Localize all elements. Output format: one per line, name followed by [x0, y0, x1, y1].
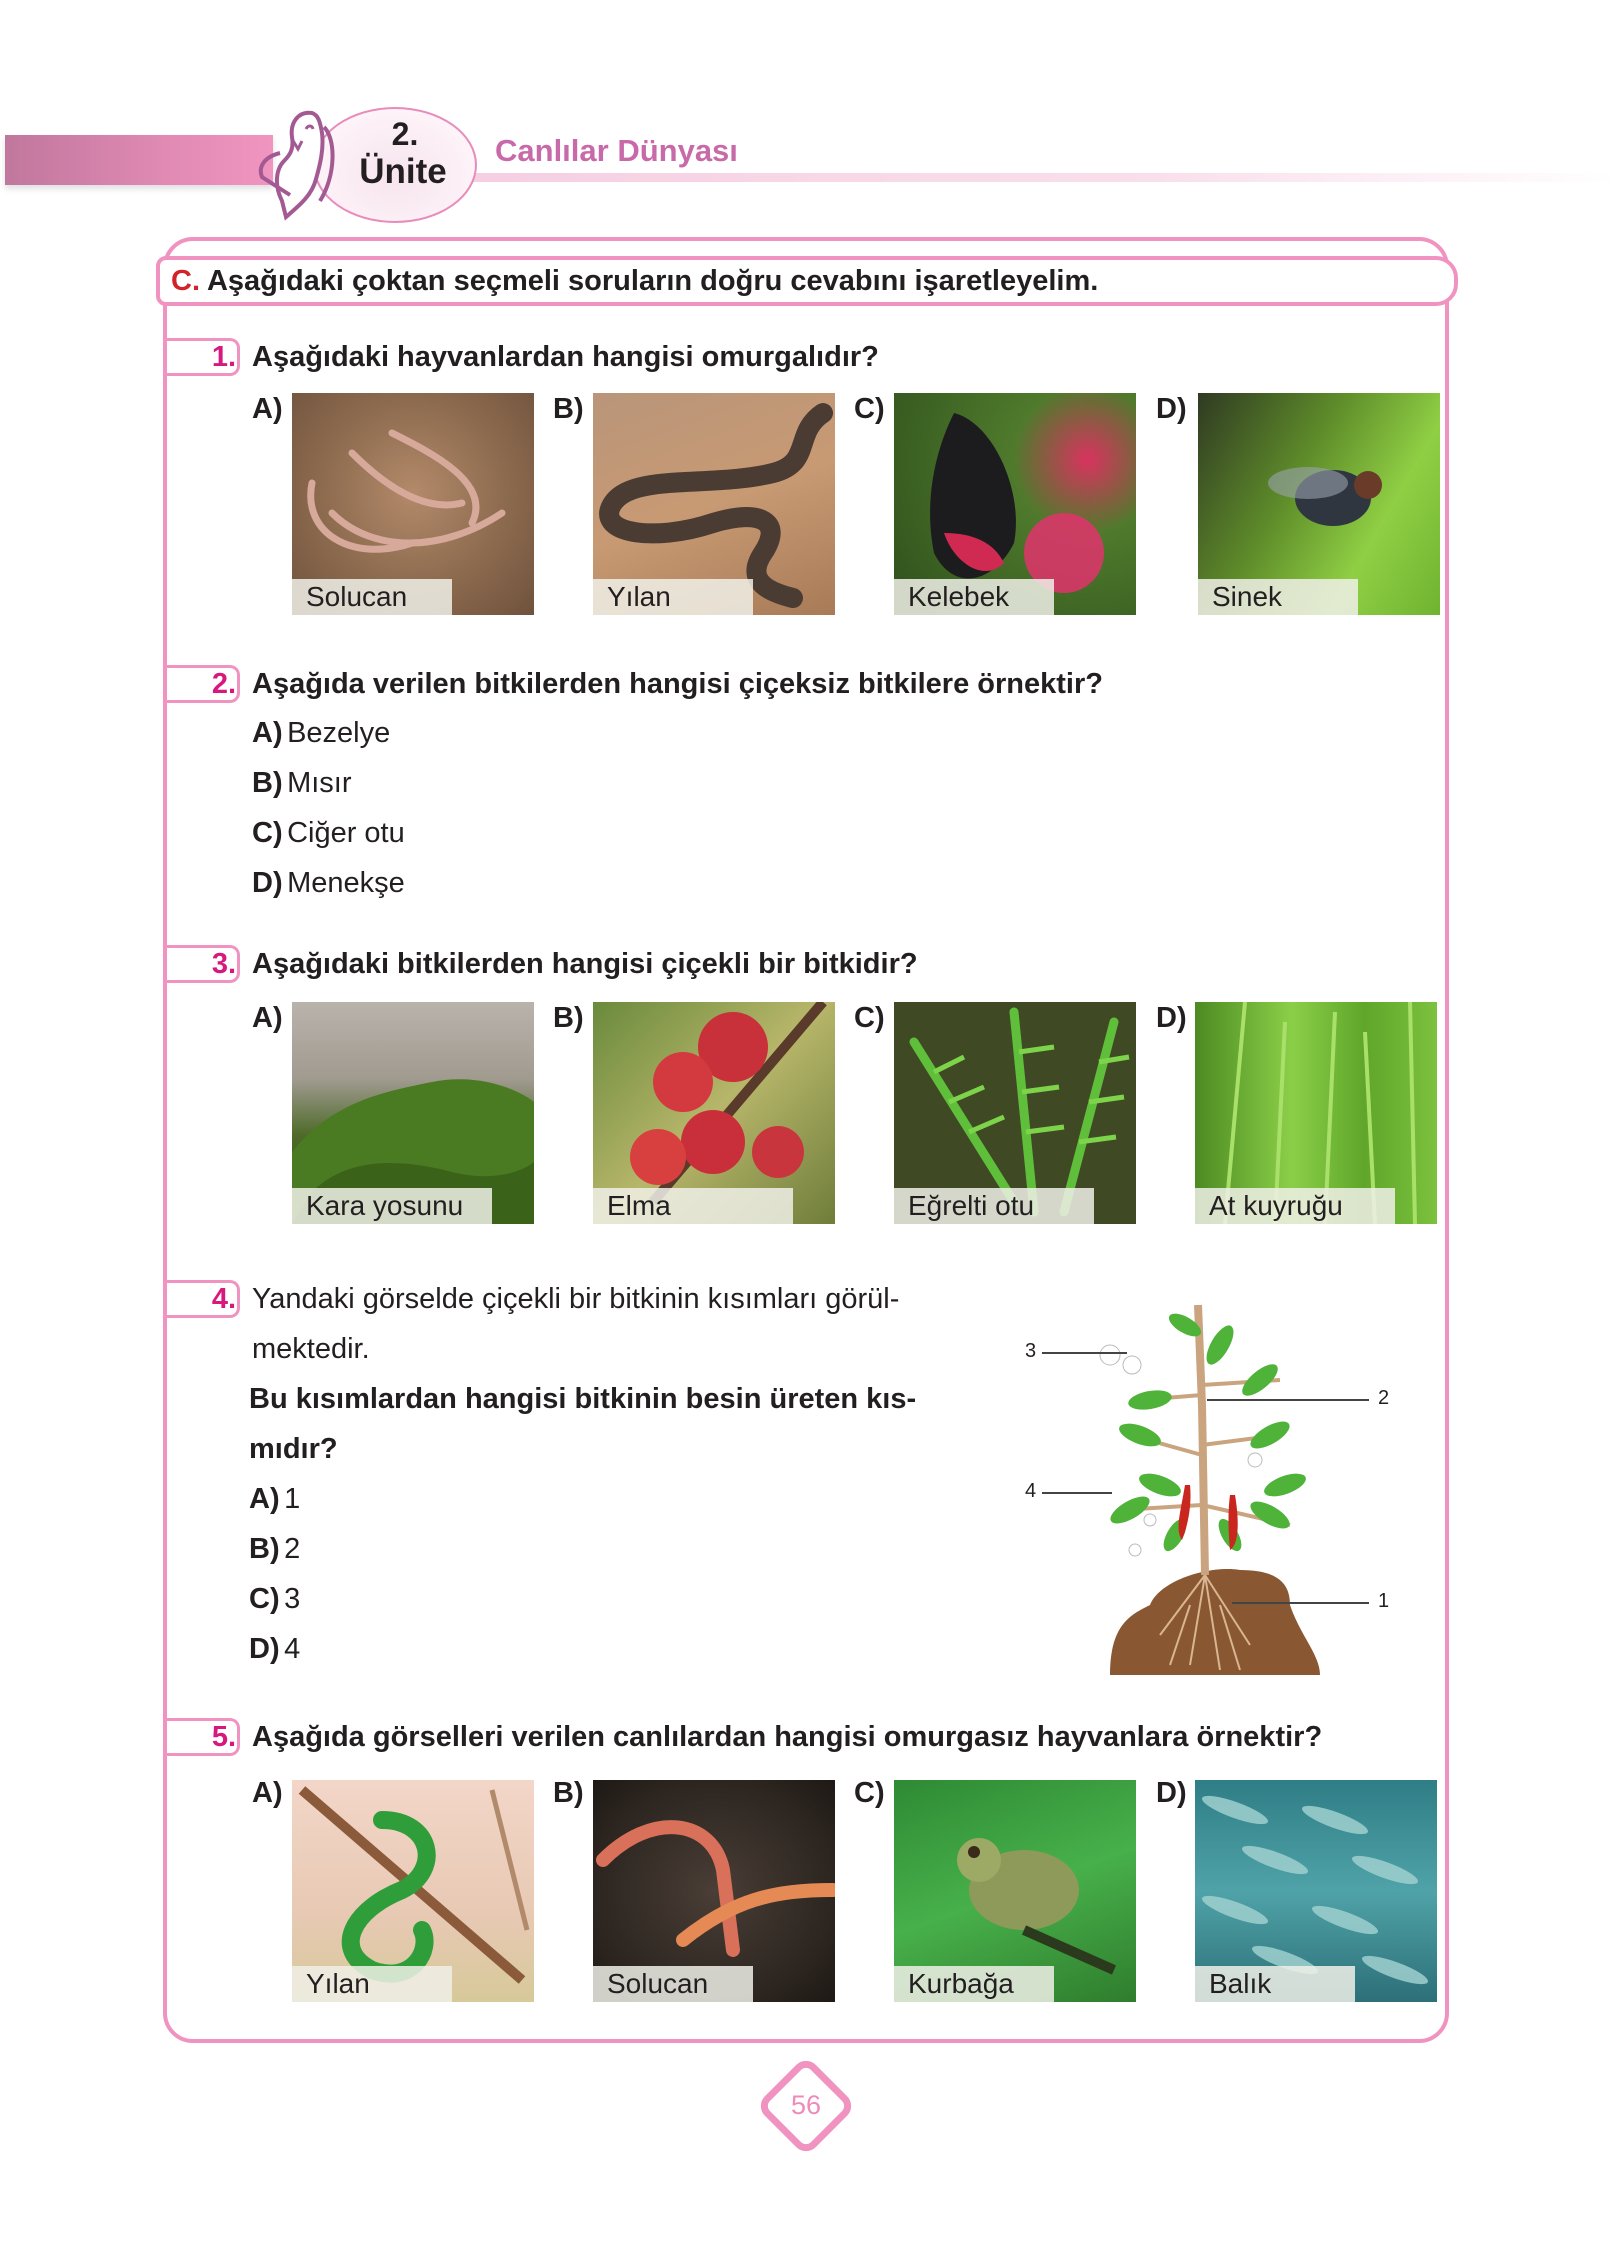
image-earthworms[interactable]	[292, 393, 534, 615]
question-number-5: 5.	[211, 1721, 236, 1753]
option-letter: D)	[249, 1633, 280, 1665]
image-fly[interactable]	[1198, 393, 1440, 615]
option-letter-5b[interactable]: B)	[553, 1777, 584, 1809]
option-letter-5c[interactable]: C)	[854, 1777, 885, 1809]
page-number-badge	[770, 2070, 842, 2142]
option-letter-1c[interactable]: C)	[854, 393, 885, 425]
option-value: Menekşe	[287, 867, 405, 899]
diagram-label-2: 2	[1378, 1387, 1390, 1409]
caption-3a: Kara yosunu	[292, 1188, 492, 1224]
option-letter: B)	[252, 767, 283, 799]
diagram-label-1: 1	[1378, 1590, 1390, 1612]
caption-5b: Solucan	[593, 1966, 753, 2002]
image-snake-brown[interactable]	[593, 393, 835, 615]
image-frog[interactable]	[894, 1780, 1136, 2002]
caption-3c: Eğrelti otu	[894, 1188, 1094, 1224]
question-number-1: 1.	[211, 341, 236, 373]
option-letter-5d[interactable]: D)	[1156, 1777, 1187, 1809]
option-value: 4	[284, 1633, 301, 1665]
question-prompt-4-line1: Bu kısımlardan hangisi bitkinin besin üreten kıs-	[249, 1383, 917, 1415]
plant-diagram	[1090, 1285, 1330, 1675]
label-line-4	[1042, 1492, 1112, 1494]
question-text-3: Aşağıdaki bitkilerden hangisi çiçekli bir bitkidir?	[252, 948, 918, 980]
option-value: Bezelye	[287, 717, 391, 749]
section-instruction-text: Aşağıdaki çoktan seçmeli soruların doğru cevabını işaretleyelim.	[206, 265, 1099, 297]
option-value: Mısır	[287, 767, 352, 799]
option-4c[interactable]	[249, 1583, 300, 1616]
question-text-1: Aşağıdaki hayvanlardan hangisi omurgalıdır?	[252, 341, 879, 373]
caption-1b: Yılan	[593, 579, 753, 615]
caption-1d: Sinek	[1198, 579, 1358, 615]
option-letter-3a[interactable]: A)	[252, 1002, 283, 1034]
option-2c[interactable]	[252, 817, 405, 850]
option-letter-3c[interactable]: C)	[854, 1002, 885, 1034]
option-letter-5a[interactable]: A)	[252, 1777, 283, 1809]
caption-1a: Solucan	[292, 579, 452, 615]
option-4d[interactable]	[249, 1633, 300, 1666]
bird-logo-icon	[250, 105, 360, 225]
option-value: 1	[284, 1483, 301, 1515]
option-2b[interactable]	[252, 767, 352, 800]
option-value: Ciğer otu	[287, 817, 405, 849]
section-letter: C.	[171, 265, 200, 297]
unit-title: Canlılar Dünyası	[495, 133, 738, 168]
label-line-3	[1042, 1352, 1127, 1354]
image-earthworm[interactable]	[593, 1780, 835, 2002]
option-letter: A)	[252, 717, 283, 749]
label-line-2	[1207, 1399, 1369, 1401]
question-number-2: 2.	[211, 668, 236, 700]
option-letter-1a[interactable]: A)	[252, 393, 283, 425]
option-2d[interactable]	[252, 867, 405, 900]
caption-5a: Yılan	[292, 1966, 452, 2002]
caption-3b: Elma	[593, 1188, 793, 1224]
option-letter: A)	[249, 1483, 280, 1515]
question-prompt-4-line2: mıdır?	[249, 1433, 338, 1465]
image-fish[interactable]	[1195, 1780, 1437, 2002]
unit-number: 2.	[391, 116, 419, 152]
caption-3d: At kuyruğu	[1195, 1188, 1395, 1224]
option-4b[interactable]	[249, 1533, 300, 1566]
diagram-label-4: 4	[1025, 1480, 1037, 1502]
option-value: 3	[284, 1583, 301, 1615]
question-number-3: 3.	[211, 948, 236, 980]
question-text-4-line2: mektedir.	[252, 1333, 370, 1365]
caption-5c: Kurbağa	[894, 1966, 1054, 2002]
page-number: 56	[790, 2090, 822, 2120]
image-butterfly[interactable]	[894, 393, 1136, 615]
unit-header-underline	[470, 173, 1615, 182]
option-letter-3b[interactable]: B)	[553, 1002, 584, 1034]
option-letter-1d[interactable]: D)	[1156, 393, 1187, 425]
caption-5d: Balık	[1195, 1966, 1355, 2002]
unit-header-bar	[5, 135, 273, 185]
question-text-2: Aşağıda verilen bitkilerden hangisi çiçeksiz bitkilere örnektir?	[252, 668, 1103, 700]
option-letter: C)	[249, 1583, 280, 1615]
label-line-1	[1232, 1602, 1369, 1604]
option-letter-3d[interactable]: D)	[1156, 1002, 1187, 1034]
option-letter: B)	[249, 1533, 280, 1565]
section-instruction	[171, 265, 1098, 298]
option-letter: C)	[252, 817, 283, 849]
option-letter-1b[interactable]: B)	[553, 393, 584, 425]
caption-1c: Kelebek	[894, 579, 1054, 615]
option-4a[interactable]	[249, 1483, 300, 1516]
question-text-5: Aşağıda görselleri verilen canlılardan hangisi omurgasız hayvanlara örnektir?	[252, 1721, 1323, 1753]
question-number-4: 4.	[211, 1283, 236, 1315]
image-moss[interactable]	[292, 1002, 534, 1224]
diagram-label-3: 3	[1025, 1340, 1037, 1362]
image-fern[interactable]	[894, 1002, 1136, 1224]
image-horsetail[interactable]	[1195, 1002, 1437, 1224]
image-green-snake[interactable]	[292, 1780, 534, 2002]
unit-word: Ünite	[359, 152, 447, 191]
question-text-4-line1: Yandaki görselde çiçekli bir bitkinin kısımları görül-	[252, 1283, 900, 1315]
option-2a[interactable]	[252, 717, 390, 750]
image-apples[interactable]	[593, 1002, 835, 1224]
option-value: 2	[284, 1533, 301, 1565]
option-letter: D)	[252, 867, 283, 899]
